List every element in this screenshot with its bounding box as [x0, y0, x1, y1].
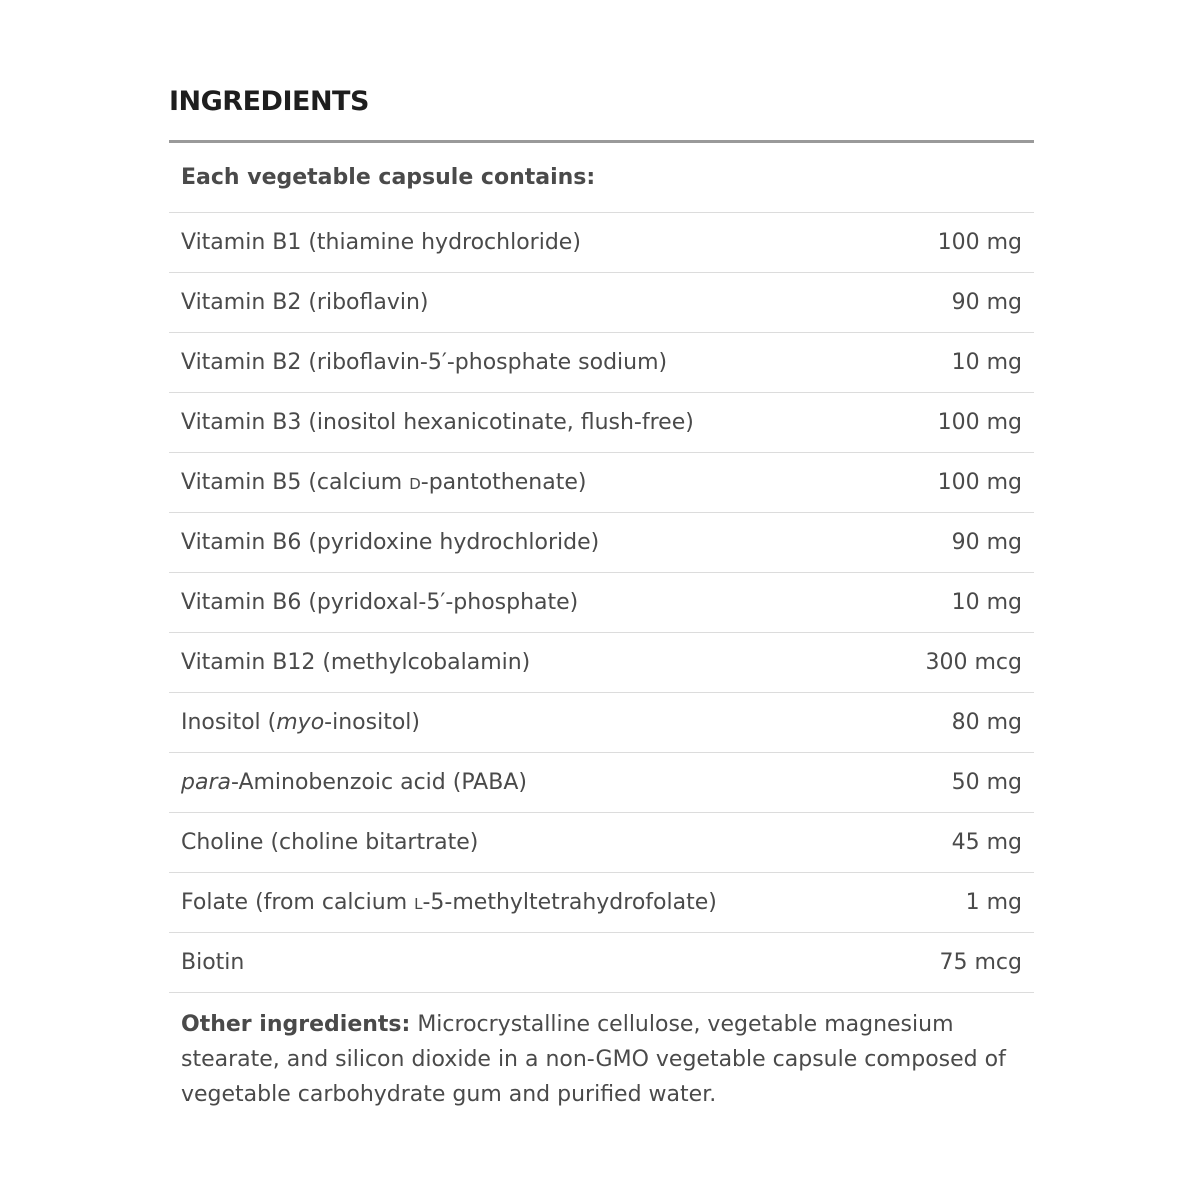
- table-row: [169, 273, 1034, 333]
- ingredient-name-text: Folate (from calcium: [181, 890, 415, 915]
- ingredient-name-text: Vitamin B2 (riboflavin-5′-phosphate sodium): [181, 350, 668, 375]
- table-header-label: Each vegetable capsule contains:: [181, 165, 596, 190]
- ingredient-name: [181, 470, 586, 495]
- ingredient-amount: 10 mg: [951, 590, 1022, 615]
- ingredient-amount: 75 mcg: [939, 950, 1022, 975]
- ingredient-amount: 1 mg: [965, 890, 1022, 915]
- table-row: [169, 753, 1034, 813]
- ingredient-name-text: Biotin: [181, 950, 245, 975]
- ingredient-name: [181, 410, 694, 435]
- ingredient-name-italic: myo: [276, 710, 325, 735]
- table-row: [169, 213, 1034, 273]
- ingredient-name: [181, 530, 599, 555]
- ingredient-amount: 50 mg: [951, 770, 1022, 795]
- ingredient-name-text: Vitamin B2 (riboflavin): [181, 290, 429, 315]
- table-row: [169, 813, 1034, 873]
- ingredient-name-suffix: -Aminobenzoic acid (PABA): [230, 770, 527, 795]
- ingredient-amount: 100 mg: [937, 470, 1022, 495]
- table-row: [169, 393, 1034, 453]
- ingredient-table: [169, 213, 1034, 993]
- table-row: [169, 513, 1034, 573]
- ingredient-name: [181, 290, 429, 315]
- ingredient-name: [181, 770, 527, 795]
- table-row: [169, 873, 1034, 933]
- ingredient-name-text: Vitamin B5 (calcium: [181, 470, 410, 495]
- ingredient-name: [181, 950, 244, 975]
- ingredient-name: [181, 710, 420, 735]
- ingredient-amount: 10 mg: [951, 350, 1022, 375]
- ingredient-amount: 90 mg: [951, 290, 1022, 315]
- table-row: [169, 633, 1034, 693]
- other-ingredients-text: Microcrystalline cellulose, vegetable magnesium stearate, and silicon dioxide in a non-GMO vegetable capsule composed of vegetable carbohydrate gum and purified water.: [181, 1012, 1006, 1107]
- ingredient-name: [181, 230, 581, 255]
- other-ingredients-label: Other ingredients:: [181, 1012, 411, 1037]
- ingredient-name: [181, 650, 530, 675]
- section-title: INGREDIENTS: [169, 86, 369, 117]
- ingredient-name-suffix: -pantothenate): [420, 470, 587, 495]
- ingredients-panel: [169, 85, 1034, 1112]
- ingredient-name-suffix: -5-methyltetrahydrofolate): [422, 890, 717, 915]
- ingredient-name-text: Vitamin B12 (methylcobalamin): [181, 650, 531, 675]
- ingredient-name: [181, 890, 717, 915]
- ingredient-name-text: Vitamin B6 (pyridoxine hydrochloride): [181, 530, 600, 555]
- ingredient-amount: 90 mg: [951, 530, 1022, 555]
- ingredient-name-text: Vitamin B1 (thiamine hydrochloride): [181, 230, 581, 255]
- ingredient-amount: 300 mcg: [925, 650, 1022, 675]
- ingredient-amount: 45 mg: [951, 830, 1022, 855]
- table-header: [169, 143, 1034, 213]
- table-row: [169, 333, 1034, 393]
- table-row: [169, 453, 1034, 513]
- ingredient-name: [181, 350, 667, 375]
- ingredient-name-text: Inositol (: [181, 710, 277, 735]
- ingredient-name-suffix: -inositol): [324, 710, 420, 735]
- ingredient-name-text: Vitamin B6 (pyridoxal-5′-phosphate): [181, 590, 579, 615]
- ingredient-name: [181, 590, 578, 615]
- ingredient-name: [181, 830, 478, 855]
- ingredient-amount: 100 mg: [937, 410, 1022, 435]
- ingredient-name-smallcaps: D: [409, 475, 421, 493]
- ingredient-name-text: Choline (choline bitartrate): [181, 830, 479, 855]
- other-ingredients: [169, 993, 1034, 1112]
- table-row: [169, 573, 1034, 633]
- ingredient-name-italic: para: [181, 770, 231, 795]
- ingredient-name-smallcaps: L: [414, 895, 423, 913]
- table-row: [169, 693, 1034, 753]
- ingredient-amount: 100 mg: [937, 230, 1022, 255]
- ingredient-name-text: Vitamin B3 (inositol hexanicotinate, flush-free): [181, 410, 694, 435]
- ingredient-amount: 80 mg: [951, 710, 1022, 735]
- table-row: [169, 933, 1034, 993]
